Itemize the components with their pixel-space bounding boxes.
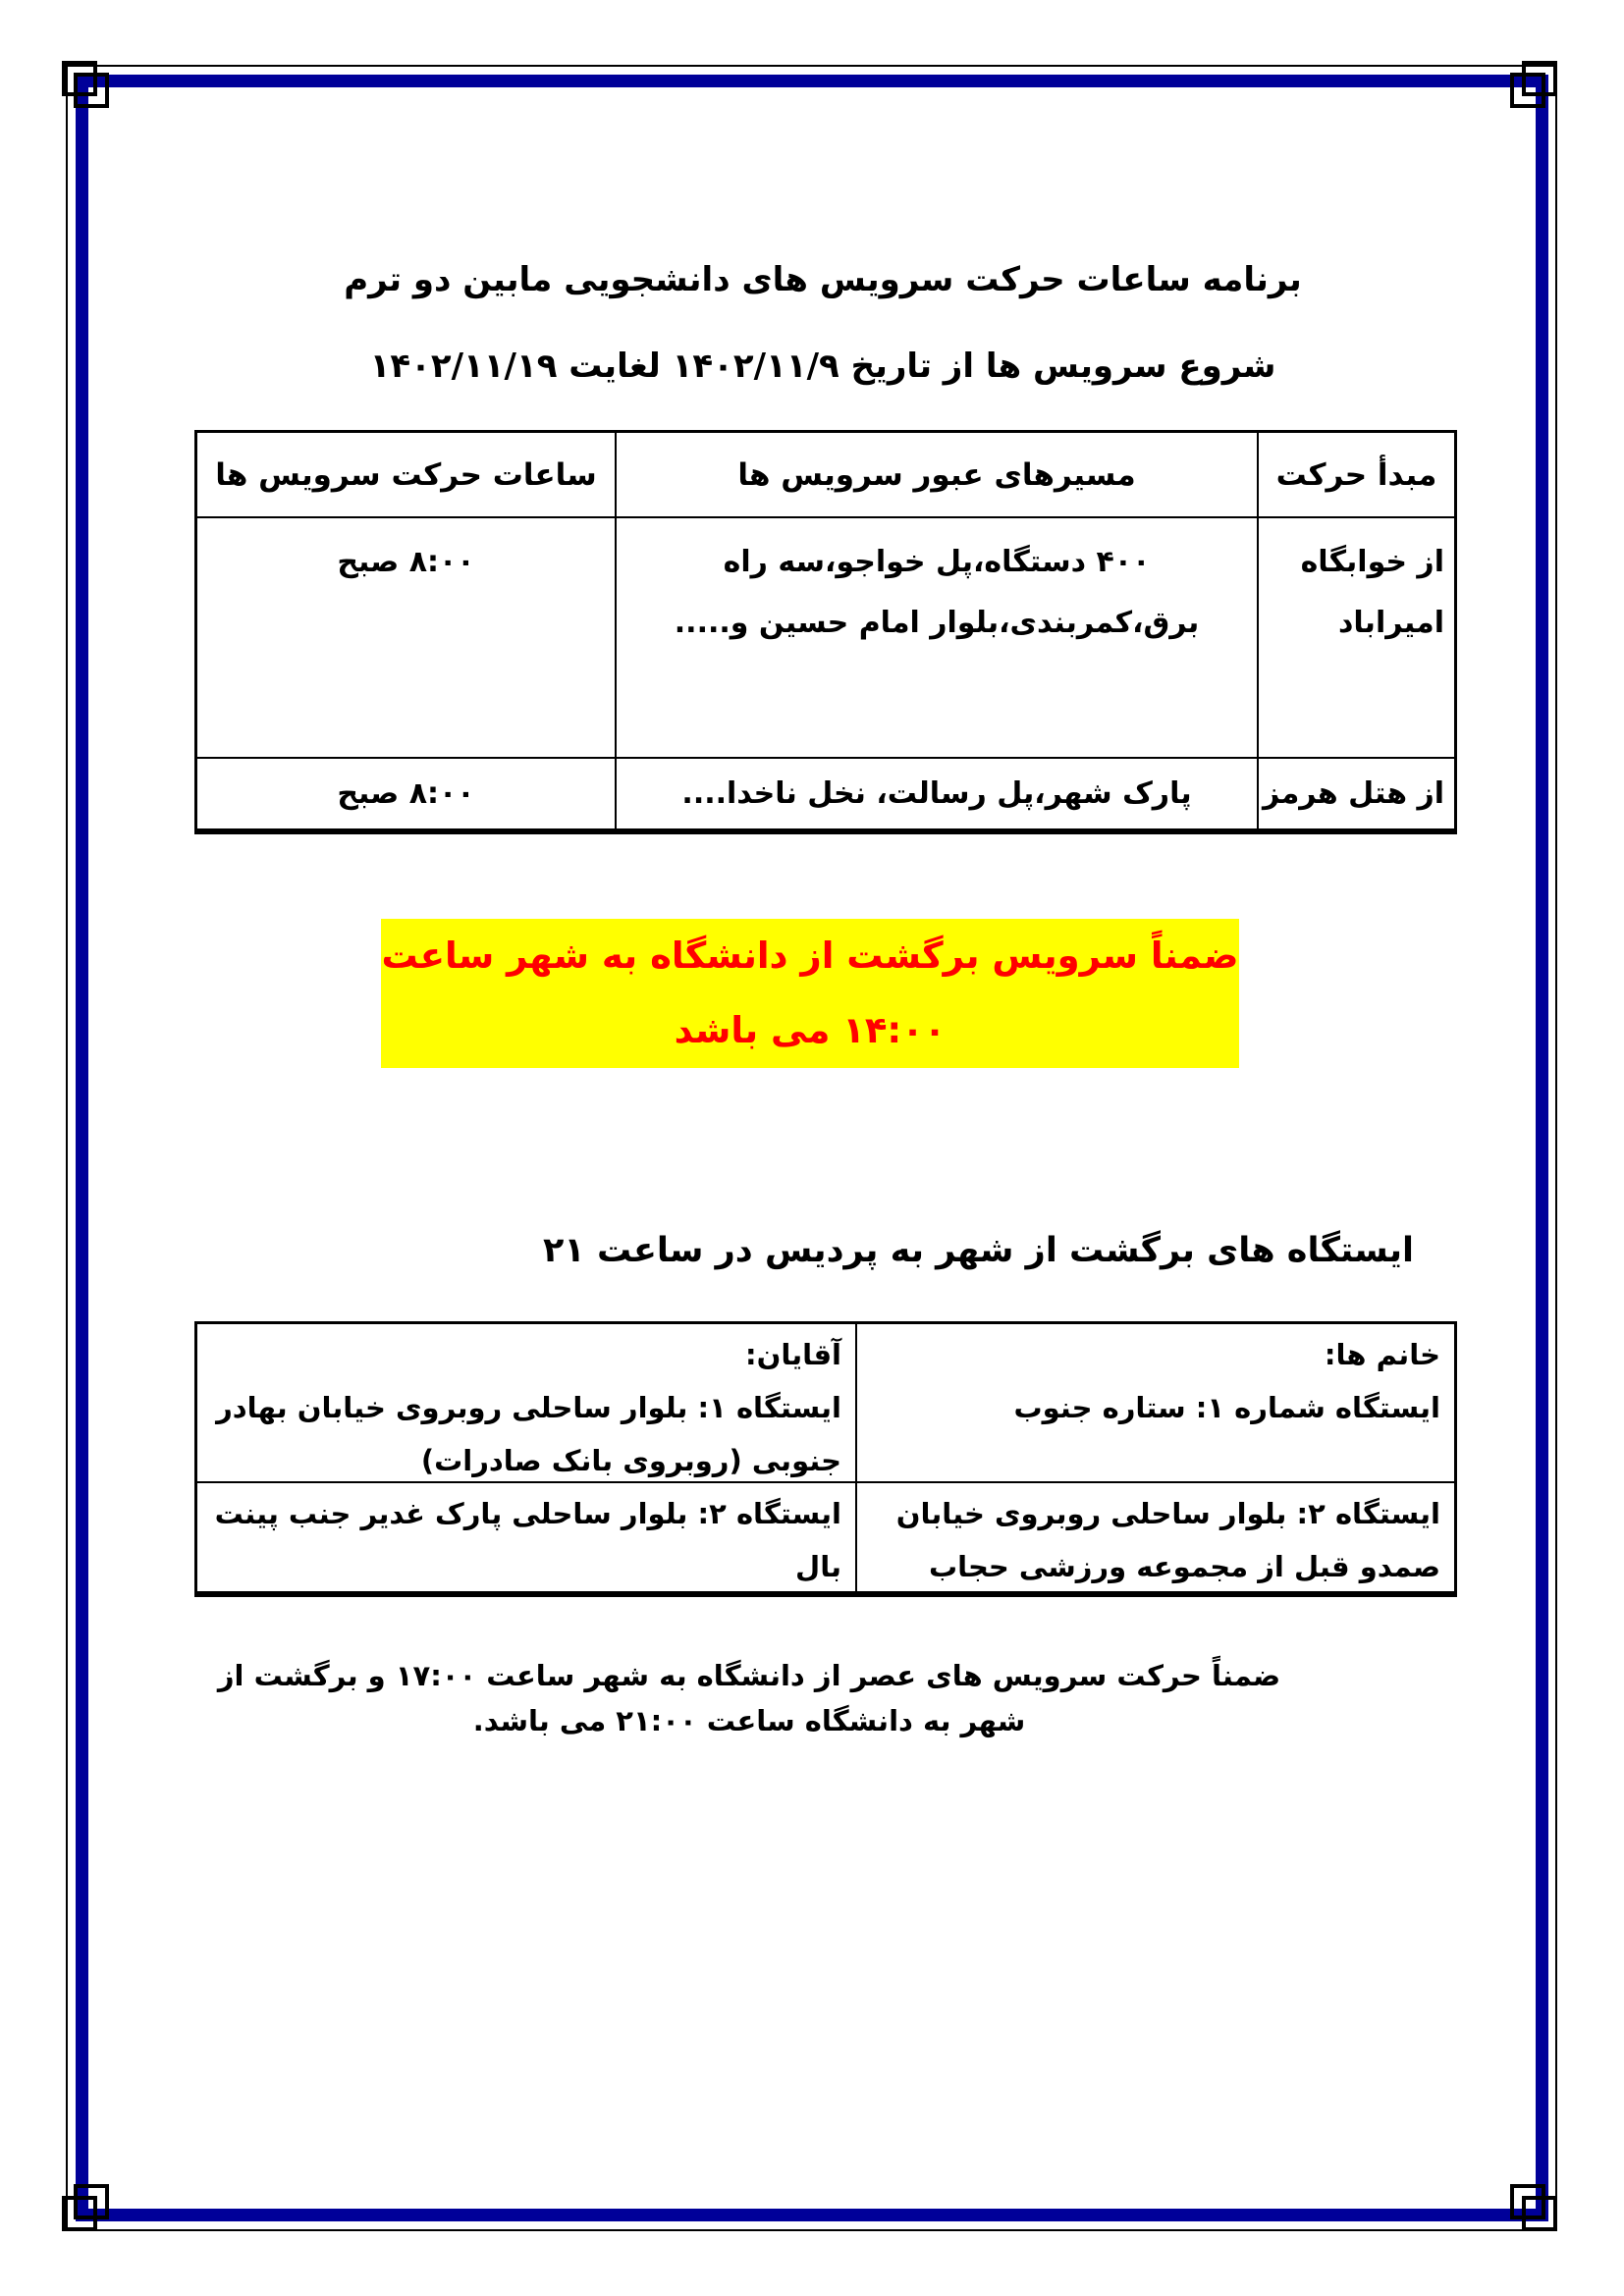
column-header-times: ساعات حرکت سرویس ها — [197, 433, 615, 518]
cell-time-hotel: ۸:۰۰ صبح — [337, 776, 475, 811]
ornament-square — [1510, 2184, 1545, 2219]
ladies-header: خانم ها: — [1324, 1338, 1440, 1371]
cell-gents-row2 — [197, 1483, 855, 1591]
return-service-highlight-note: ضمناً سرویس برگشت از دانشگاه به شهر ساعت ۱۴:۰۰ می باشد — [381, 919, 1239, 1068]
cell-ladies-row1 — [855, 1324, 1454, 1483]
cell-route-hotel: پارک شهر،پل رسالت، نخل ناخدا.... — [615, 759, 1257, 828]
gents-header: آقایان: — [745, 1338, 841, 1371]
departure-schedule-table — [194, 430, 1457, 834]
column-header-origin: مبدأ حرکت — [1257, 433, 1454, 518]
cell-gents-row1 — [197, 1324, 855, 1483]
cell-origin-dormitory: از خوابگاه امیراباد — [1257, 518, 1454, 759]
return-stations-table — [194, 1321, 1457, 1597]
evening-services-footnote: ضمناً حرکت سرویس های عصر از دانشگاه به شهر ساعت ۱۷:۰۰ و برگشت از شهر به دانشگاه ساعت ۲۱:۰۰ می باشد. — [217, 1659, 1281, 1737]
cell-time-dormitory: ۸:۰۰ صبح — [197, 518, 615, 759]
gents-station-1: ایستگاه ۱: بلوار ساحلی روبروی خیابان بهادر جنوبی (روبروی بانک صادرات) — [216, 1391, 841, 1477]
document-title: برنامه ساعات حرکت سرویس های دانشجویی مابین دو ترم — [344, 260, 1302, 299]
ornament-square — [74, 73, 109, 108]
ladies-station-2: ایستگاه ۲: بلوار ساحلی روبروی خیابان صمدو قبل از مجموعه ورزشی حجاب — [895, 1497, 1440, 1583]
ornament-square — [1510, 73, 1545, 108]
cell-route-dormitory: ۴۰۰ دستگاه،پل خواجو،سه راه برق،کمربندی،بلوار امام حسین و..... — [615, 518, 1257, 759]
ornament-square — [74, 2184, 109, 2219]
gents-station-2: ایستگاه ۲: بلوار ساحلی پارک غدیر جنب پینت بال — [214, 1497, 841, 1583]
cell-origin-hotel: از هتل هرمز — [1257, 759, 1454, 828]
column-header-routes: مسیرهای عبور سرویس ها — [615, 433, 1257, 518]
cell-ladies-row2 — [855, 1483, 1454, 1591]
return-stations-section-title: ایستگاه های برگشت از شهر به پردیس در ساعت ۲۱ — [543, 1231, 1414, 1270]
document-subtitle: شروع سرویس ها از تاریخ ۱۴۰۲/۱۱/۹ لغایت ۱۴۰۲/۱۱/۱۹ — [369, 347, 1276, 386]
blue-border-band — [76, 75, 1548, 2221]
ladies-station-1: ایستگاه شماره ۱: ستاره جنوب — [1013, 1391, 1440, 1424]
